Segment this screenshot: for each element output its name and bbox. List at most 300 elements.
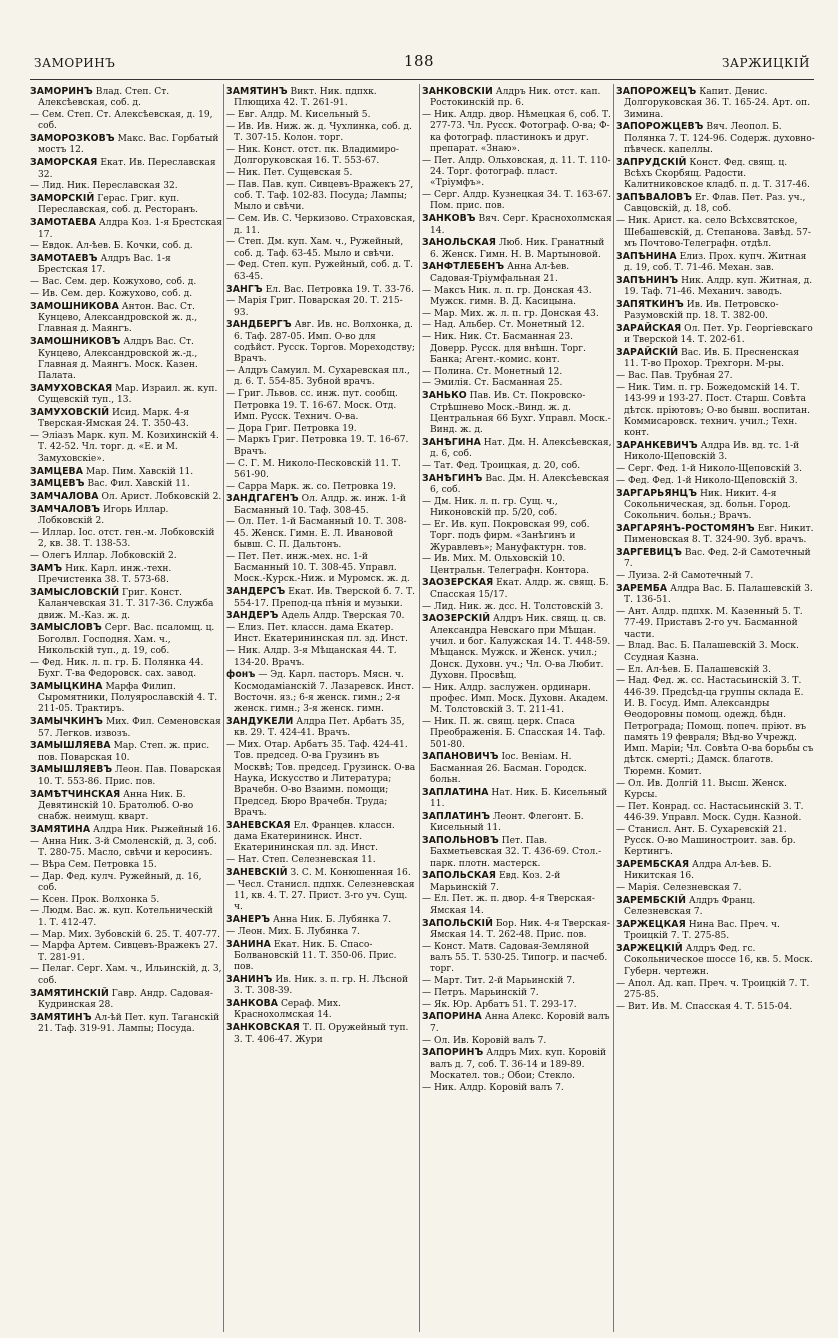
entry-details: — Эд. Карл. пасторъ. Мясн. ч. Космодаміанскій 7. Лазаревск. Инст. Восточн. яз.; 6-я женск. гимн.; 2-я женск. гимн.; 3-я женск. гимн.	[234, 670, 415, 715]
directory-entry	[422, 461, 612, 472]
entry-details: — Дар. Фед. кулч. Ружейный, д. 16, соб.	[30, 871, 202, 893]
directory-entry	[226, 974, 416, 998]
directory-entry	[226, 880, 416, 914]
directory-entry	[616, 607, 816, 641]
directory-entry	[30, 217, 222, 241]
column-divider	[613, 84, 614, 1332]
entry-details: — Ник. П. ж. свящ. церк. Спаса Преображенія. Б. Спасская 14. Таф. 501-80.	[422, 717, 606, 750]
entry-details: Пав. Ив. Ст. Покровско-Стрѣшнево Моск.-Винд. ж. д. Центральная 66 Бухг. Управл. Моск.-Винд. ж. д.	[430, 391, 611, 436]
entry-surname: ЗАМЯТИНЪ	[30, 1011, 92, 1023]
entry-details: — Вас. Пав. Трубная 27.	[616, 371, 733, 382]
entry-details: — Сарра Марк. ж. со. Петровка 19.	[226, 481, 397, 492]
entry-details: Серг. Вас. псаломщ. ц. Боголвл. Господня. Хам. ч., Никольскій туп., д. 19, соб.	[38, 623, 215, 656]
directory-entry	[422, 1000, 612, 1011]
entry-details: — Ник. Алдр. 3-я Мѣщанская 44. Т. 134-20. Врачъ.	[226, 646, 397, 668]
entry-details: — Петръ. Марьинскій 7.	[422, 987, 539, 998]
directory-entry	[30, 504, 222, 528]
directory-entry	[422, 332, 612, 366]
directory-entry	[422, 320, 612, 331]
entry-surname: ЗАНЕВСКАЯ	[226, 819, 291, 831]
directory-entry	[30, 289, 222, 300]
entry-details: Авг. Ив. нс. Волхонка, д. 6. Таф. 287-05. Имп. О-во для содѣйст. Русск. Торгов. Мореходству; Врачъ.	[234, 320, 416, 365]
entry-surname: ЗАМОШНИКОВА	[30, 300, 119, 312]
entry-surname: ЗАРЕМБА	[616, 582, 668, 594]
entry-surname: ЗАНДБЕРГЪ	[226, 319, 292, 331]
entry-surname: ЗАНГЪ	[226, 283, 263, 295]
entry-details: Ив. Ник. з. п. гр. Н. Лѣсной 3. Т. 308-39.	[234, 975, 409, 997]
directory-entry	[422, 156, 612, 190]
entry-surname: ЗАМЯТИНСКІЙ	[30, 987, 109, 999]
directory-entry	[422, 520, 612, 554]
entry-details: Ел. Вас. Петровка 19. Т. 33-76.	[262, 284, 414, 295]
directory-entry	[226, 122, 416, 145]
entry-surname: ЗАРЖЕЦКАЯ	[616, 919, 686, 931]
directory-entry	[422, 835, 612, 870]
entry-details: — Пав. Пав. куп. Сивцевъ-Вражекъ 27, соб. Т. Таф. 102-83. Посуда; Лампы; Мыло и свѣчи.	[226, 179, 414, 213]
directory-entry	[616, 825, 816, 859]
column-2	[226, 86, 416, 1331]
entry-surname: ЗАМЧАЛОВА	[30, 491, 99, 503]
entry-details: — Ег. Ив. куп. Покровская 99, соб. Торг. подъ фирм. «Занѣгинъ и Журавлевъ»; Мануфактурн. тов.	[422, 519, 590, 553]
entry-surname: фонъ	[226, 669, 256, 681]
directory-entry	[30, 563, 222, 587]
directory-entry	[226, 867, 416, 879]
entry-details: — Полина. Ст. Монетный 12.	[422, 366, 563, 377]
directory-entry	[30, 622, 222, 657]
entry-details: Нат. Дм. Н. Алексѣевская, д. 6, соб.	[430, 437, 612, 460]
entry-details: Макс. Вас. Горбатый мостъ 12.	[38, 134, 219, 156]
entry-details: Алдръ Мих. куп. Коровій валъ д. 7, соб. Т. 36-14 и 189-89. Москател. тов.; Обои; Стекло.	[430, 1048, 607, 1081]
directory-entry	[616, 583, 816, 607]
directory-entry	[226, 366, 416, 389]
entry-surname: ЗАМОТАЕВА	[30, 217, 97, 229]
entry-details: Алдръ Ник. отст. кап. Ростокинскій пр. 6.	[430, 87, 601, 109]
entry-details: — Вит. Ив. М. Спасская 4. Т. 515-04.	[616, 1001, 793, 1012]
entry-details: Ив. Ив. Петровско-Разумовскій пр. 18. Т. 382-00.	[624, 299, 779, 322]
directory-entry	[226, 998, 416, 1022]
entry-details: — Ник. Арист. ка. село Всѣхсвятское, Шебашевскій, д. Степанова. Завѣд. 57-мъ Почтово-Телеграфн. отдѣл.	[616, 216, 811, 249]
entry-details: Игорь Иллар. Лобковскій 2.	[38, 504, 169, 527]
directory-entry	[30, 716, 222, 740]
entry-details: Вас. Ив. Б. Пресненская 11. Т-во Прохор. Трехгорн. М-ры.	[624, 348, 799, 370]
directory-entry	[422, 497, 612, 520]
entry-details: — Лид. Ник. ж. дсс. Н. Толстовскій 3.	[422, 601, 604, 612]
entry-details: Алдра Ал-ѣев. Б. Никитская 16.	[624, 860, 772, 882]
entry-details: — Леон. Мих. Б. Лубянка 7.	[226, 926, 360, 937]
entry-surname: ЗАНКОВЪ	[422, 213, 476, 225]
entry-surname: ЗАПѢВАЛОВЪ	[616, 192, 693, 204]
column-4	[616, 86, 816, 1331]
directory-entry	[616, 676, 816, 778]
directory-entry	[422, 190, 612, 213]
header-rule	[30, 79, 814, 80]
directory-entry	[226, 646, 416, 669]
entry-details: — Дм. Ник. л. п. гр. Сущ. ч., Никоновскій пр. 5/20, соб.	[422, 496, 558, 519]
running-header	[0, 52, 838, 78]
directory-entry	[30, 301, 222, 336]
entry-details: — Як. Юр. Арбатъ 51. Т. 293-17.	[422, 999, 577, 1010]
entry-details: Леон. Пав. Поварская 10. Т. 553-86. Прис. пов.	[38, 765, 222, 787]
directory-entry	[30, 133, 222, 157]
entry-surname: ЗАПЛАТИНЪ	[422, 810, 491, 822]
directory-entry	[616, 323, 816, 347]
entry-details: — Апол. Ад. кап. Преч. ч. Троицкій 7. Т. 275-85.	[616, 978, 810, 1000]
entry-details: — Максъ Ник. л. п. гр. Донская 43. Мужск. гимн. В. Д. Касицына.	[422, 285, 592, 307]
entry-details: — Ник. Алдр. двор. Нѣмецкая 6, соб. Т. 277-73. Чл. Русск. Фотограф. О-ва; Ф-ка фотограф. пластинокъ и друг. препарат. «Знаю».	[422, 110, 611, 154]
directory-entry	[30, 181, 222, 192]
entry-details: — Ив. Ив. Ниж. ж. д. Чухлинка, соб. д. Т. 307-15. Колон. торг.	[226, 121, 412, 144]
entry-surname: ЗАМЦЕВА	[30, 465, 84, 477]
entry-details: — Ник. Алдр. заслужен. ординарн. профес. Имп. Моск. Духовн. Академ. М. Толстовскій 3. Т. 211-41.	[422, 682, 609, 716]
directory-entry	[226, 145, 416, 168]
entry-details: — Луиза. 2-й Самотечный 7.	[616, 571, 754, 582]
entry-details: — Лид. Ник. Переславская 32.	[30, 181, 178, 192]
directory-entry	[616, 192, 816, 216]
entry-details: Анна Ник. Б. Лубянка 7.	[270, 915, 392, 926]
column-divider	[419, 84, 420, 1332]
directory-entry	[226, 284, 416, 296]
header-left-catchword: ЗАМОРИНЪ	[34, 56, 116, 70]
entry-details: — Ол. Ив. Долгій 11. Высш. Женск. Курсы.	[616, 778, 788, 800]
entry-details: Елиз. Прох. купч. Житная д. 19, соб. Т. 71-46. Механ. зав.	[624, 251, 807, 273]
directory-entry	[30, 930, 222, 941]
directory-entry	[422, 110, 612, 155]
directory-entry	[30, 941, 222, 964]
directory-entry	[226, 110, 416, 121]
directory-entry	[616, 157, 816, 192]
entry-surname: ЗАНДЕРСЪ	[226, 586, 286, 598]
entry-surname: ЗАМЪ	[30, 562, 63, 574]
directory-entry	[616, 383, 816, 439]
directory-entry	[616, 299, 816, 323]
entry-details: Марфа Филип. Сыромятники, Полуярославскій 4. Т. 211-05. Трактиръ.	[38, 681, 218, 715]
entry-surname: ЗАПОРИНЪ	[422, 1047, 484, 1059]
directory-entry	[226, 716, 416, 740]
directory-entry	[422, 437, 612, 461]
directory-entry	[226, 820, 416, 855]
directory-entry	[30, 86, 222, 110]
entry-surname: ЗАМЫЦКИНА	[30, 680, 103, 692]
entry-details: Алдра Вас. Б. Палашевскій 3. Т. 136-51.	[624, 583, 813, 606]
directory-entry	[422, 473, 612, 497]
directory-entry	[30, 551, 222, 562]
entry-details: Антон. Вас. Ст. Кунцево, Александровской ж. д., Главная д. Маянгъ.	[38, 301, 198, 335]
entry-details: Капит. Денис. Долгоруковская 36. Т. 165-24. Арт. оп. Зимина.	[624, 87, 811, 120]
column-3	[422, 86, 612, 1331]
entry-details: Т. П. Оружейный туп. 3. Т. 406-47. Жури	[234, 1023, 409, 1045]
entry-details: — Эліазъ Марк. куп. М. Козихинскій 4. Т. 42-52. Чл. торг. д. «Е. и М. Замуховскіе».	[30, 431, 219, 464]
entry-details: — Ив. Сем. дер. Кожухово, соб. д.	[30, 289, 193, 300]
directory-entry	[616, 802, 816, 825]
entry-surname: ЗАМОШНИКОВЪ	[30, 336, 121, 348]
directory-entry	[422, 717, 612, 751]
entry-details: Екат. Алдр. ж. свящ. Б. Спасская 15/17.	[430, 578, 609, 600]
directory-entry	[422, 390, 612, 436]
entry-details: — Ел. Ал-ѣев. Б. Палашевскій 3.	[616, 664, 771, 675]
directory-entry	[30, 336, 222, 382]
header-right-catchword: ЗАРЖИЦКІЙ	[721, 56, 810, 70]
directory-entry	[422, 213, 612, 237]
directory-entry	[30, 681, 222, 716]
directory-entry	[30, 277, 222, 288]
entry-details: — Фед. Степ. куп. Ружейный, соб. д. Т. 63-45.	[226, 260, 413, 282]
entry-details: — Серг. Алдр. Кузнецкая 34. Т. 163-67. Пом. прис. пов.	[422, 190, 612, 212]
entry-details: — Ол. Пет. 1-й Басманный 10. Т. 308-45. Женск. Гимн. Е. Л. Ивановой бывш. С. П. Дальтонъ.	[226, 517, 407, 551]
entry-surname: ЗАМУХОВСКІЙ	[30, 407, 110, 419]
entry-details: Люб. Ник. Гранатный 6. Женск. Гимн. Н. В. Мартыновой.	[430, 238, 605, 260]
entry-surname: ЗАМУХОВСКАЯ	[30, 382, 113, 394]
entry-surname: ЗАРЖЕЦКІЙ	[616, 943, 683, 955]
entry-surname: ЗАМЫЧКИНЪ	[30, 716, 103, 728]
entry-details: Мар. Степ. ж. прис. пов. Поварская 10.	[38, 741, 210, 763]
entry-details: — Ник. Ник. Ст. Басманная 23. Доверр. Русск. для внѣшн. Торг. Банка; Агент.-комис. конт.	[422, 332, 586, 365]
entry-details: — Ксен. Прок. Волхонка 5.	[30, 894, 160, 905]
entry-surname: ЗАПЯТКИНЪ	[616, 298, 684, 310]
directory-entry	[30, 431, 222, 465]
directory-entry	[30, 193, 222, 217]
entry-details: — Пелаг. Серг. Хам. ч., Ильинскій, д. 3, соб.	[30, 964, 222, 986]
entry-details: Анна Алекс. Коровій валъ 7.	[430, 1012, 610, 1034]
directory-entry	[226, 517, 416, 551]
directory-entry	[422, 894, 612, 917]
directory-entry	[30, 764, 222, 788]
directory-entry	[226, 927, 416, 938]
entry-surname: ЗАМЧАЛОВЪ	[30, 503, 101, 515]
entry-details: Іос. Веніам. Н. Басманная 26. Басман. Городск. больн.	[430, 752, 587, 786]
entry-details: — Влад. Вас. Б. Палашевскій 3. Моск. Ссудная Казна.	[616, 641, 799, 663]
directory-entry	[422, 918, 612, 942]
entry-details: Ег. Флав. Пет. Раз. уч., Савцовскій, д. 18, соб.	[624, 193, 806, 215]
directory-entry	[422, 367, 612, 378]
entry-details: — Вас. Сем. дер. Кожухово, соб. д.	[30, 277, 197, 288]
entry-details: — Конст. Матв. Садовая-Земляной валъ 55. Т. 530-25. Типогр. и пасчеб. торг.	[422, 941, 608, 975]
entry-details: — Ел. Пет. ж. п. двор. 4-я Тверская-Ямская 14.	[422, 894, 595, 916]
entry-details: Алдра Ив. вд. тс. 1-й Николо-Щеповскій 3.	[624, 440, 800, 463]
entry-details: Мар. Пим. Хавскій 11.	[83, 466, 194, 477]
entry-surname: ЗАРАНКЕВИЧЪ	[616, 439, 698, 451]
entry-details: Ел. Францев. классн. дама Екатерининск. Инст. Екатерининская пл. зд. Инст.	[234, 820, 395, 854]
entry-details: — Марфа Артем. Сивцевъ-Вражекъ 27. Т. 281-91.	[30, 941, 218, 963]
entry-details: Григ. Конст. Каланчевская 31. Т. 317-36. Служба движ. М.-Каз. ж. д.	[38, 587, 214, 621]
entry-details: Гавр. Андр. Садовая-Кудринская 28.	[38, 988, 213, 1010]
entry-details: — Эмилія. Ст. Басманная 25.	[422, 378, 563, 389]
directory-entry	[616, 86, 816, 121]
entry-surname: ЗАНѢГИНЪ	[422, 472, 483, 484]
directory-entry	[226, 214, 416, 237]
entry-surname: ЗАПРУДСКІЙ	[616, 156, 687, 168]
entry-surname: ЗАНКОВСКАЯ	[226, 1022, 300, 1034]
column-divider	[223, 84, 224, 1332]
entry-details: Алдръ Вас. Ст. Кунцево, Александровской ж.-д., Главная д. Маянгъ. Моск. Казен. Палата.	[38, 337, 198, 382]
directory-entry	[226, 914, 416, 926]
directory-entry	[30, 407, 222, 431]
directory-entry	[616, 547, 816, 571]
entry-details: Екат. Ив. Тверской б. 7. Т. 554-17. Препод-ца пѣнія и музыки.	[234, 587, 416, 609]
entry-details: — Марія. Селезневская 7.	[616, 883, 742, 894]
directory-entry	[422, 683, 612, 717]
entry-surname: ЗАПОЛЬНОВЪ	[422, 835, 499, 846]
entry-details: Екат. Ив. Переславская 32.	[38, 158, 216, 180]
entry-details: Алдръ Вас. 1-я Брестская 17.	[38, 254, 171, 276]
entry-surname: ЗАНѢГИНА	[422, 436, 481, 448]
entry-details: Алдра Ник. Рыжейный 16.	[90, 824, 221, 835]
entry-details: Мих. Фил. Семеновская 57. Легков. извозъ.	[38, 717, 221, 739]
entry-details: Вас. Фил. Хавскій 11.	[84, 479, 190, 490]
directory-entry	[422, 976, 612, 987]
directory-entry	[226, 86, 416, 110]
entry-details: — Людм. Вас. ж. куп. Котельническій 1. Т. 412-47.	[30, 906, 213, 928]
entry-surname: ЗАНЕВСКІЙ	[226, 866, 288, 878]
directory-entry	[616, 216, 816, 250]
entry-details: Вяч. Серг. Краснохолмская 14.	[430, 214, 612, 236]
entry-details: — Маркъ Григ. Петровка 19. Т. 16-67. Врачъ.	[226, 435, 409, 457]
entry-surname: ЗАМЦЕВЪ	[30, 478, 85, 490]
directory-entry	[616, 464, 816, 475]
directory-entry	[30, 110, 222, 133]
directory-entry	[422, 811, 612, 835]
entry-details: Ник. Карл. инж.-техн. Пречистенка 38. Т. 573-68.	[38, 563, 172, 586]
entry-surname: ЗАНОЛЬСКАЯ	[422, 237, 497, 249]
entry-details: — Фед. Фед. 1-й Николо-Щеповскій 3.	[616, 475, 798, 486]
entry-details: — Олегъ Иллар. Лобковскій 2.	[30, 551, 177, 562]
entry-surname: ЗАНИНА	[226, 938, 271, 950]
entry-details: Сераф. Мих. Краснохолмская 14.	[234, 999, 341, 1021]
entry-surname: ЗАНЕРЪ	[226, 914, 271, 926]
directory-entry	[422, 942, 612, 976]
entry-surname: ЗАПАНОВИЧЪ	[422, 751, 499, 763]
directory-entry	[226, 855, 416, 866]
entry-details: Алдръ Ник. свящ. ц. св. Александра Невскаго при Мѣщан. учил. и бог. Калужская 14. Т. 448-59. Мѣщанск. Мужск. и Женск. учил.; Донск. Духовн. уч.; Чл. О-ва Любит. Духовн. Просвѣщ.	[430, 614, 611, 681]
directory-entry	[226, 435, 416, 458]
entry-details: — Вѣра Сем. Петровка 15.	[30, 859, 157, 870]
directory-entry	[616, 919, 816, 943]
directory-entry	[226, 168, 416, 179]
entry-surname: ЗАПѢНИНЪ	[616, 274, 679, 286]
entry-details: Герас. Григ. куп. Переславская, соб. д. Ресторанъ.	[38, 194, 198, 216]
entry-details: — Нат. Степ. Селезневская 11.	[226, 855, 376, 866]
directory-entry	[226, 740, 416, 819]
entry-surname: ЗАНИНЪ	[226, 974, 273, 986]
entry-surname: ЗАРЕМБСКАЯ	[616, 859, 690, 871]
entry-surname: ЗАМОТАЕВЪ	[30, 253, 98, 265]
directory-entry	[226, 319, 416, 365]
column-1	[30, 86, 222, 1331]
entry-surname: ЗАРГЕВИЦЪ	[616, 547, 683, 559]
entry-details: Екат. Ник. Б. Спасо-Болвановскій 11. Т. 350-06. Прис. пов.	[234, 939, 397, 973]
directory-entry	[422, 1083, 612, 1094]
directory-entry	[616, 440, 816, 464]
directory-entry	[226, 586, 416, 610]
directory-entry	[616, 665, 816, 676]
entry-details: — Мих. Отар. Арбатъ 35. Таф. 424-41. Тов. председ. О-ва Грузинъ въ Москвѣ; Тов. председ. Грузинск. О-ва Наука, Искусство и Литература; Врачебн. О-во Взаимн. помощи; Председ. Бюро Врачебн. Труда; Врачъ.	[226, 740, 416, 818]
entry-details: Викт. Ник. пдпхк. Плющиха 42. Т. 261-91.	[234, 87, 377, 109]
directory-entry	[616, 779, 816, 802]
directory-entry	[30, 466, 222, 478]
entry-details: — Мар. Мих. Зубовскій 6. 25. Т. 407-77.	[30, 929, 220, 940]
directory-entry	[30, 988, 222, 1012]
entry-details: Вас. Дм. Н. Алексѣевская 6, соб.	[430, 473, 609, 496]
directory-entry	[226, 482, 416, 493]
entry-details: Адель Алдр. Тверская 70.	[278, 611, 405, 622]
entry-surname: ЗАНЬКО	[422, 390, 467, 402]
entry-details: — Фед. Ник. л. п. гр. Б. Полянка 44. Бухг. Т-ва Федоровск. сах. завод.	[30, 657, 204, 680]
entry-surname: ЗАРАЙСКІЙ	[616, 347, 679, 359]
entry-details: — Станисл. Ант. Б. Сухаревскій 21. Русск. О-во Машиностроит. зав. бр. Кертингъ.	[616, 824, 796, 858]
entry-surname: ЗАМОРСКАЯ	[30, 157, 98, 169]
entry-details: — Дора Григ. Петровка 19.	[226, 423, 357, 434]
directory-entry	[422, 1036, 612, 1047]
directory-entry	[616, 859, 816, 883]
directory-entry	[422, 378, 612, 389]
entry-details: — Ив. Мих. М. Ольховскій 10. Центральн. Телеграфн. Контора.	[422, 554, 590, 576]
entry-details: Ол. Арист. Лобковскій 2.	[98, 492, 222, 503]
directory-entry	[616, 641, 816, 664]
entry-surname: ЗАНКОВА	[226, 998, 279, 1010]
entry-details: Исид. Марк. 4-я Тверская-Ямская 24. Т. 350-43.	[38, 408, 190, 430]
entry-surname: ЗАМОРСКІЙ	[30, 193, 95, 205]
entry-surname: ЗАНФТЛЕБЕНЪ	[422, 261, 505, 273]
entry-details: — Тат. Фед. Троицкая, д. 20, соб.	[422, 461, 581, 471]
entry-details: — Евдок. Ал-ѣев. Б. Кочки, соб. д.	[30, 241, 193, 252]
directory-entry	[30, 789, 222, 824]
directory-entry	[422, 870, 612, 894]
entry-details: — Мар. Мих. ж. л. п. гр. Донская 43.	[422, 308, 599, 319]
directory-entry	[226, 1022, 416, 1046]
entry-details: — Ол. Ив. Коровій валъ 7.	[422, 1035, 547, 1046]
directory-entry	[616, 121, 816, 156]
entry-details: — Над. Фед. ж. сс. Настасьинскій 3. Т. 446-39. Предсѣд-ца группы склада Е. И. В. Госуд. Имп. Александры Ѳеодоровны помощ. одежд. бѣдн. Петрограда; Помощ. попеч. пріют. въ память 19 февраля; Вѣд-во Учрежд. Имп. Маріи; Чл. Совѣта О-ва борьбы съ дѣтск. смерті.; Дамск. благотв. Тюремн. Комит.	[616, 676, 814, 777]
entry-details: Нина Вас. Преч. ч. Троицкій 7. Т. 275-85.	[624, 920, 780, 942]
entry-details: З. С. М. Конюшенная 16.	[287, 867, 411, 878]
directory-entry	[226, 296, 416, 319]
directory-entry	[30, 478, 222, 490]
directory-entry	[30, 491, 222, 503]
directory-entry	[422, 787, 612, 811]
entry-details: Алдра Пет. Арбатъ 35, кв. 29. Т. 424-41. Врачъ.	[234, 717, 405, 739]
directory-entry	[616, 979, 816, 1002]
entry-surname: ЗАПОРИНА	[422, 1011, 482, 1023]
directory-entry	[30, 528, 222, 551]
entry-surname: ЗАРАЙСКАЯ	[616, 322, 682, 334]
entry-surname: ЗАРГАРЯНЪ-РОСТОМЯНЪ	[616, 522, 755, 534]
entry-details: Ник. Алдр. куп. Житная, д. 19. Таф. 71-46. Механич. заводъ.	[624, 275, 813, 298]
directory-entry	[30, 895, 222, 906]
entry-surname: ЗАПОЛЬСКАЯ	[422, 870, 497, 882]
entry-surname: ЗАМЫШЛЯЕВЪ	[30, 764, 113, 776]
directory-entry	[422, 988, 612, 999]
entry-surname: ЗАМЯТИНЪ	[226, 86, 288, 97]
directory-entry	[226, 237, 416, 260]
entry-details: Ник. Никит. 4-я Сокольническая, зд. больн. Город. Сокольнич. больн.; Врачъ.	[624, 488, 791, 522]
directory-entry	[616, 1002, 816, 1013]
directory-entry	[226, 459, 416, 482]
entry-surname: ЗАМЫСЛОВЪ	[30, 622, 102, 634]
entry-details: — Ник. Тим. п. гр. Божедомскій 14. Т. 143-99 и 193-27. Пост. Старш. Совѣта дѣтск. пріютовъ; О-во бывш. воспитан. Коммисаровск. технич. учил.; Техн. конт.	[616, 382, 811, 439]
directory-entry	[30, 241, 222, 252]
entry-details: — Чесл. Станисл. пдпхк. Селезневская 11, кв. 4. Т. 27. Прист. 3-го уч. Сущ. ч.	[226, 879, 415, 913]
entry-details: — Пет. Пет. инж.-мех. нс. 1-й Басманный 10. Т. 308-45. Управл. Моск.-Курск.-Ниж. и Муромск. ж. д.	[226, 551, 410, 585]
directory-entry	[616, 251, 816, 275]
entry-details: — Марія Григ. Поварская 20. Т. 215-93.	[226, 296, 403, 318]
entry-surname: ЗАПѢНИНА	[616, 250, 677, 262]
entry-surname: ЗАОЗЕРСКІЙ	[422, 613, 491, 625]
directory-entry	[226, 610, 416, 622]
entry-details: — Алдръ Самуил. М. Сухаревская пл., д. 6. Т. 554-85. Зубной врачъ.	[226, 366, 410, 388]
entry-details: — Анна Ник. 3-й Смоленскій, д. 3, соб. Т. 280-75. Масло, свѣчи и керосинъ.	[30, 836, 217, 858]
entry-details: Конст. Фед. свящ. ц. Всѣхъ Скорбящ. Радости. Калитниковское кладб. п. д. Т. 317-46.	[624, 157, 810, 191]
directory-entry	[30, 157, 222, 181]
entry-details: — Пет. Алдр. Ольховская, д. 11. Т. 110-24. Торг. фотограф. плаcт. «Тріумфъ».	[422, 155, 611, 189]
